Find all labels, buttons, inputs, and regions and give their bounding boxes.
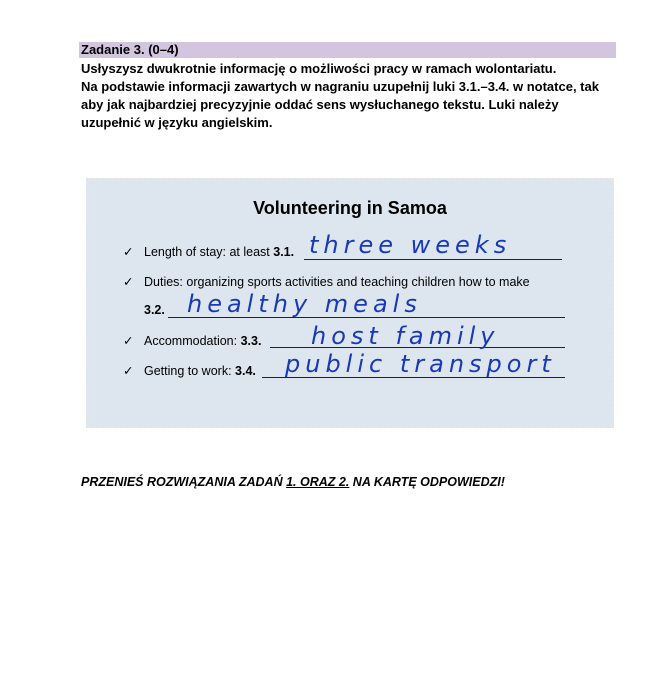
note-item-getting-to-work (123, 363, 256, 378)
note-item-duties (123, 274, 530, 289)
check-icon: ✓ (123, 275, 134, 289)
footer-text-2: NA KARTĘ ODPOWIEDZI! (349, 475, 505, 489)
footer-instruction (81, 475, 505, 489)
task-header: Zadanie 3. (0–4) (79, 42, 616, 58)
note-item-accommodation (123, 333, 261, 348)
handwritten-answer-3-1: three weeks (309, 231, 512, 259)
answer-line-3-1 (304, 259, 562, 260)
task-instructions (81, 60, 616, 132)
item-label: Accommodation: (144, 334, 241, 348)
check-icon: ✓ (123, 334, 134, 348)
handwritten-answer-3-3: host family (311, 322, 500, 350)
note-item-duties-gap (144, 303, 165, 317)
check-icon: ✓ (123, 245, 134, 259)
note-item-length-of-stay (123, 244, 294, 259)
handwritten-answer-3-4: public transport (285, 350, 556, 378)
gap-number: 3.3. (240, 334, 262, 348)
note-title: Volunteering in Samoa (253, 198, 447, 218)
item-label: Duties: organizing sports activities and teaching children how to make (144, 275, 530, 289)
gap-number: 3.2. (144, 303, 165, 317)
check-icon: ✓ (123, 364, 134, 378)
instruction-line-2: Na podstawie informacji zawartych w nagraniu uzupełnij luki 3.1.–3.4. w notatce, tak aby jak najbardziej precyzyjnie oddać sens wysłuchanego tekstu. Luki należy uzupełnić w języku angielskim. (81, 79, 599, 130)
item-label: Length of stay: at least (144, 245, 274, 259)
gap-number: 3.1. (273, 245, 295, 259)
item-label: Getting to work: (144, 364, 236, 378)
footer-text-underlined: 1. ORAZ 2. (286, 475, 350, 489)
handwritten-answer-3-2: healthy meals (187, 290, 422, 318)
gap-number: 3.4. (235, 364, 256, 378)
note-box (86, 178, 614, 428)
instruction-line-1: Usłyszysz dwukrotnie informację o możliwości pracy w ramach wolontariatu. (81, 61, 557, 76)
footer-text-1: PRZENIEŚ ROZWIĄZANIA ZADAŃ (81, 475, 287, 489)
